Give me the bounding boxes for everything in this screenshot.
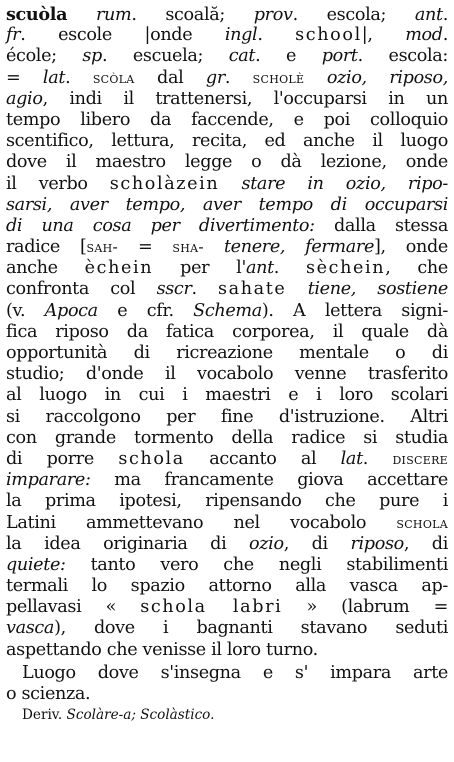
entry-text-run: tiene, sostiene [307, 279, 448, 300]
entry-text-run [219, 174, 241, 194]
entry-text-run: . escola; [292, 5, 415, 25]
entry-text-run: opportunità di ricreazione mentale o di [6, 343, 448, 363]
entry-text-run: sha- [172, 238, 204, 257]
entry-text-run: dove il maestro legge o dà lezione, onde [6, 152, 448, 173]
entry-text-line [6, 640, 448, 661]
entry-text-run: (v. [6, 300, 45, 321]
entry-text-run: . [362, 448, 393, 469]
entry-text-run [286, 279, 307, 299]
meaning-text-line [6, 663, 448, 684]
entry-text-run: sarsi, aver tempo, aver tempo di occuparsi [6, 194, 448, 215]
entry-text-run: scholàzein [109, 173, 220, 194]
entry-text-line [6, 258, 448, 279]
entry-text-line [6, 216, 448, 237]
entry-text-run: il verbo [6, 173, 110, 194]
entry-text-line [6, 407, 448, 428]
entry-text-line [6, 25, 448, 46]
entry-text-run: anche [6, 258, 85, 279]
entry-text-run: . scoală; [131, 5, 254, 25]
entry-text-run: Schema [193, 300, 262, 321]
entry-text-run: vasca [6, 618, 55, 639]
entry-text-run: scentifico, lettura, recita, ed anche il luogo [6, 131, 448, 152]
entry-text-run [204, 237, 224, 257]
entry-text-run: con grande tormento della radice si studia [6, 427, 448, 448]
entry-text-run: discere [392, 449, 448, 468]
entry-text-run: ingl [224, 25, 258, 46]
entry-meaning-paragraph [6, 663, 448, 705]
entry-text-line [6, 470, 448, 491]
entry-text-run: accanto al [184, 448, 341, 469]
entry-text-run: dal [134, 67, 206, 88]
entry-text-run: sah- [86, 238, 118, 257]
entry-text-run: = [118, 237, 173, 258]
entry-text-run: ozio, riposo, [326, 67, 448, 88]
entry-text-run: pellavasi « [6, 597, 141, 618]
entry-text-line [6, 195, 448, 216]
entry-text-run: école; [6, 46, 83, 67]
entry-text-line [6, 279, 448, 300]
entry-text-run: radice [ [6, 237, 87, 258]
entry-text-run: tempo libero da faccende, e poi colloquio [6, 109, 448, 130]
entry-etymology-paragraph [6, 4, 448, 661]
entry-text-run: lat [42, 67, 66, 88]
entry-text-run: tanto vero che negli stabilimenti [65, 554, 448, 575]
entry-text-run: . escola: [357, 46, 448, 67]
entry-text-run: sp [82, 46, 102, 67]
entry-text-run: si raccolgono per fine d'istruzione. Altri [6, 406, 448, 427]
entry-text-line [6, 322, 448, 343]
entry-text-run: di porre [6, 448, 119, 469]
entry-text-run: , che [385, 258, 448, 279]
entry-text-run: rum [95, 5, 132, 25]
entry-text-run: . [442, 5, 448, 25]
entry-text-run: |, [361, 25, 406, 46]
entry-text-line [6, 68, 448, 89]
entry-text-line [6, 534, 448, 555]
entry-text-run [304, 68, 327, 88]
entry-text-run: . escuela; [101, 46, 229, 67]
entry-text-run: agio [6, 88, 43, 109]
entry-text-run: e cfr. [97, 300, 194, 321]
entry-text-run: . [273, 258, 307, 279]
entry-text-run: sahate [218, 279, 287, 300]
entry-text-line [6, 237, 448, 258]
entry-text-line [6, 555, 448, 576]
entry-text-run: lat [340, 448, 363, 469]
entry-text-run: la idea originaria di [6, 533, 250, 554]
entry-text-run: fica riposo da fatica corporea, il quale dà [6, 321, 448, 342]
dictionary-entry-page [6, 4, 448, 725]
entry-text-line [6, 4, 448, 25]
entry-text-run: school [295, 25, 362, 46]
entry-text-run: . escole |onde [20, 25, 225, 46]
entry-text-run: stare in ozio, ripo- [241, 173, 448, 194]
entry-text-line [6, 449, 448, 470]
entry-text-run: ). A lettera signi- [261, 300, 448, 321]
entry-text-run: di una cosa per divertimento: [6, 215, 315, 236]
entry-text-run: al luogo in cui i maestri e i loro scolari [6, 385, 448, 406]
entry-text-run: termali lo spazio attorno alla vasca ap- [6, 576, 448, 597]
entry-text-run: dalla stessa [314, 215, 448, 236]
entry-text-run: . e [255, 46, 322, 67]
entry-text-run: aspettando che venisse il loro turno. [6, 639, 318, 660]
entry-text-run: . [257, 25, 296, 46]
entry-text-run: riposo [350, 533, 404, 554]
entry-text-line [6, 513, 448, 534]
entry-text-run: Apoca [44, 300, 98, 321]
entry-text-line [6, 343, 448, 364]
entry-text-run: schola [118, 448, 185, 469]
entry-text-run: scuòla [6, 4, 68, 25]
entry-text-run: = [6, 67, 43, 88]
entry-text-run: gr [205, 67, 225, 88]
entry-text-run: èchein [84, 258, 154, 279]
entry-text-run: imparare: [6, 470, 91, 491]
entry-text-run: , indi il trattenersi, l'occuparsi in un [42, 88, 448, 109]
entry-text-line [6, 174, 448, 195]
entry-text-run: . [191, 279, 218, 300]
entry-text-run: cat [228, 46, 256, 67]
entry-text-line [6, 301, 448, 322]
entry-text-line [6, 618, 448, 639]
entry-text-line [6, 364, 448, 385]
meaning-text-run: Luogo dove s'insegna e s' impara arte [22, 662, 448, 683]
entry-text-run: sscr [156, 279, 192, 300]
entry-text-run: ), dove i bagnanti stavano seduti [54, 618, 448, 639]
entry-text-line [6, 131, 448, 152]
entry-text-run: ], onde [374, 237, 448, 258]
entry-text-line [6, 152, 448, 173]
entry-text-line [6, 576, 448, 597]
entry-text-line [6, 597, 448, 618]
entry-text-run: » (labrum = [282, 597, 448, 618]
entry-text-run: . [65, 67, 93, 88]
meaning-text-line [6, 684, 448, 705]
entry-text-line [6, 46, 448, 67]
entry-text-line [6, 89, 448, 110]
entry-text-line [6, 385, 448, 406]
entry-text-run: , di [283, 533, 351, 554]
entry-text-run: schola [396, 513, 448, 532]
entry-text-run: mod [405, 25, 443, 46]
entry-text-run: ma francamente giova accettare [90, 470, 448, 491]
entry-text-run: , di [403, 533, 448, 554]
entry-text-run: studio; d'onde il vocabolo venne trasferito [6, 364, 448, 385]
entry-text-run: scòla [92, 68, 135, 87]
entry-text-run: . [442, 25, 448, 46]
entry-text-run: tenere, fermare [223, 237, 375, 258]
derivatives-line [6, 705, 448, 725]
entry-text-run: Latini ammettevano nel vocabolo [6, 512, 397, 533]
entry-text-run: quiete: [6, 554, 66, 575]
derivatives-text: Scolàre-a; Scolàstico. [66, 707, 215, 724]
entry-text-run: ozio [249, 533, 284, 554]
entry-text-run: prov [253, 5, 293, 25]
entry-text-run: la prima ipotesi, ripensando che pure i [6, 491, 448, 512]
entry-text-run: . [224, 67, 253, 88]
entry-text-run: schola labri [140, 597, 283, 618]
entry-text-line [6, 491, 448, 512]
entry-text-run: sèchein [306, 258, 386, 279]
entry-text-line [6, 428, 448, 449]
derivatives-label: Deriv. [22, 707, 63, 724]
entry-text-run [67, 5, 96, 25]
entry-text-run: ant [414, 5, 443, 25]
entry-text-line [6, 110, 448, 131]
meaning-text-run: o scienza. [6, 684, 91, 704]
entry-text-run: fr [6, 25, 21, 46]
entry-text-run: ant [245, 258, 274, 279]
entry-text-run: confronta col [6, 279, 157, 300]
entry-text-run: scholè [252, 68, 305, 87]
entry-text-run: per l' [153, 258, 246, 279]
entry-text-run: port [321, 46, 358, 67]
